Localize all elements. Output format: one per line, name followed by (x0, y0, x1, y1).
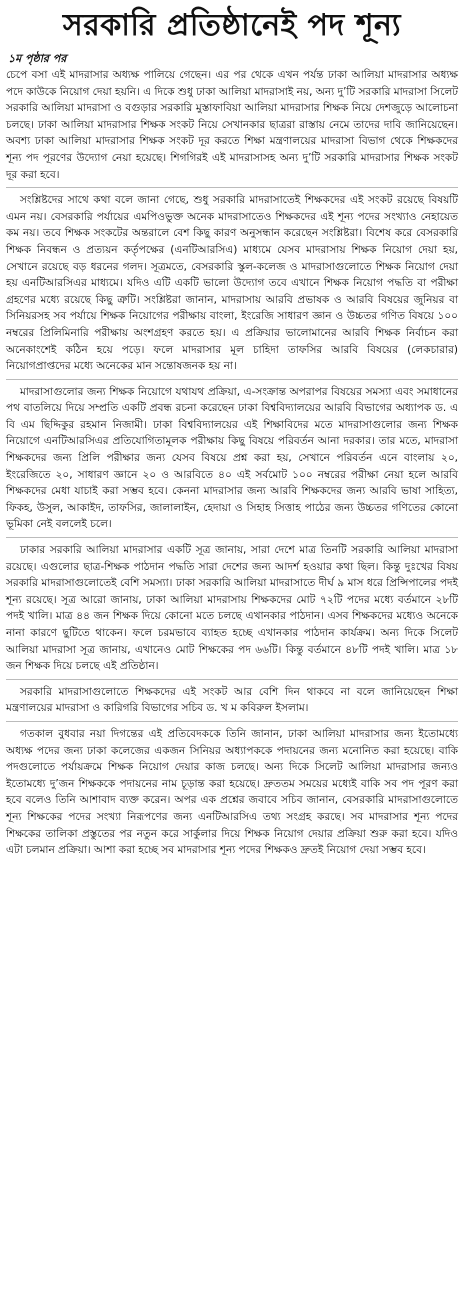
paragraph-1: চেপে বসা এই মাদরাসার অধ্যক্ষ পালিয়ে গেছেন। এর পর থেকে এখন পর্যন্ত ঢাকা আলিয়া মাদরাসার অধ্যক্ষ পদে কাউকে নিয়োগ দেয়া হয়নি। এ দিকে শুধু ঢাকা আলিয়া মাদরাসাই নয়, অন্য দু’টি সরকারি মাদরাসা সিলেট সরকারি আলিয়া মাদরাসা ও বগুড়ার সরকারি মুস্তাফাবিয়া আলিয়া মাদরাসার শিক্ষক নিয়ে দেশজুড়ে আলোচনা চলছে। ঢাকা আলিয়া মাদরাসার শিক্ষক সংকট নিয়ে সেখানকার ছাত্ররা রাস্তায় নেমে তাদের দাবি জানিয়েছেন। অবশ্য ঢাকা আলিয়া মাদরাসার শিক্ষক সংকট দূর করতে শিক্ষা মন্ত্রণালয়ের মাদরাসা বিভাগ থেকে শিক্ষকদের শূন্য পদ পূরণের উদ্যোগ নেয়া হয়েছে। শিগগিরই এই মাদরাসাসহ অন্য দু’টি সরকারি মাদরাসার শিক্ষক সংকট দূর করা হবে। (6, 69, 458, 181)
divider (6, 679, 458, 680)
divider (6, 187, 458, 188)
headline: সরকারি প্রতিষ্ঠানেই পদ শূন্য (62, 8, 402, 43)
paragraph-5: সরকারি মাদরাসাগুলোতে শিক্ষকদের এই সংকট আর বেশি দিন থাকবে না বলে জানিয়েছেন শিক্ষা মন্ত্রণালয়ের মাদরাসা ও কারিগরি বিভাগের সচিব ড. খ ম কবিরুল ইসলাম। (6, 685, 458, 715)
article-body (6, 67, 458, 859)
paragraph-2: সংশ্লিষ্টদের সাথে কথা বলে জানা গেছে, শুধু সরকারি মাদরাসাতেই শিক্ষকদের এই সংকট রয়েছে বিষয়টি এমন নয়। বেসরকারি পর্যায়ের এমপিওভুক্ত অনেক মাদরাসাতেও শিক্ষকদের এই শূন্য পদের সংখ্যাও নেহায়েত কম নয়। তবে শিক্ষক সংকটের অন্তরালে বেশ কিছু কারণ অনুসন্ধান করেছেন সংশ্লিষ্টরা। বিশেষ করে বেসরকারি শিক্ষক নিবন্ধন ও প্রত্যয়ন কর্তৃপক্ষের (এনটিআরসিএ) মাধ্যমে যেসব মাদরাসায় শিক্ষক নিয়োগ দেয়া হয়, সেখানে রয়েছে বড় ধরনের গলদ। সূত্রমতে, বেসরকারি স্কুল-কলেজ ও মাদরাসাগুলোতে শিক্ষক নিয়োগ দেয়া হয় এনটিআরসিএর মাধ্যমে। যদিও এটি একটি ভালো উদ্যোগ তবে এখানে শিক্ষক নিয়োগ পদ্ধতি বা পরীক্ষা গ্রহণের মধ্যে রয়েছে কিছু ত্রুটি। সংশ্লিষ্টরা জানান, মাদরাসায় আরবি প্রভাষক ও আরবি বিষয়ের জুনিয়র বা সিনিয়রসহ সব পর্যায়ে শিক্ষক নিয়োগের পরীক্ষায় বাংলা, ইংরেজি সাধারণ জ্ঞান ও উচ্চতর গণিত বিষয়ে ১০০ নম্বরের প্রিলিমিনারি পরীক্ষায় অংশগ্রহণ করতে হয়। এ প্রক্রিয়ার ভালোমানের আরবি শিক্ষক নির্বাচন করা অনেকাংশেই কঠিন হয়ে পড়ে। ফলে মাদরাসার মূল চাহিদা তাফসির আরবি বিষয়ের (লেকচারার) নিয়োগপ্রাপ্তদের মধ্যে অনেকের মান সন্তোষজনক হয় না। (6, 194, 458, 373)
continued-from-label: ১ম পৃষ্ঠার পর (8, 52, 67, 65)
paragraph-6: গতকাল বুধবার নয়া দিগন্তের এই প্রতিবেদককে তিনি জানান, ঢাকা আলিয়া মাদরাসার জন্য ইতোমধ্যে অধ্যক্ষ পদের জন্য ঢাকা কলেজের একজন সিনিয়র অধ্যাপককে পদায়নের জন্য মনোনিত করা হয়েছে। বাকি পদগুলোতে পর্যায়ক্রমে শিক্ষক নিয়োগ দেয়ার কাজ চলছে। অন্য দিকে সিলেট আলিয়া মাদরাসার জন্যও ইতোমধ্যে দু’জন শিক্ষককে পদায়নের নাম চূড়ান্ত করা হয়েছে। দ্রুততম সময়ের মধ্যেই বাকি সব পদ পূরণ করা হবে বলেও তিনি আশাবাদ ব্যক্ত করেন। অপর এক প্রশ্নের জবাবে সচিব জানান, বেসরকারি মাদরাসাগুলোতে শূন্য শিক্ষকের পদের সংখ্যা নিরূপণের জন্য এনটিআরসিএ তথ্য সংগ্রহ করছে। সব মাদরাসার শূন্য পদের শিক্ষকের তালিকা প্রস্তুতের পর নতুন করে সার্কুলার দিয়ে শিক্ষক নিয়োগ দেয়ার প্রক্রিয়া শুরু করা হবে। যদিও এটা চলমান প্রক্রিয়া। আশা করা হচ্ছে সব মাদরাসার শূন্য পদের শিক্ষকও দ্রুতই নিয়োগ দেয়া সম্ভব হবে। (6, 727, 458, 857)
paragraph-4: ঢাকার সরকারি আলিয়া মাদরাসার একটি সূত্র জানায়, সারা দেশে মাত্র তিনটি সরকারি আলিয়া মাদরাসা রয়েছে। এগুলোর ছাত্র-শিক্ষক পাঠদান পদ্ধতি সারা দেশের জন্য আদর্শ হওয়ার কথা ছিল। কিন্তু দুঃখের বিষয় সরকারি মাদরাসাগুলোতেই বেশি সমস্যা। ঢাকা সরকারি আলিয়া মাদরাসাতে দীর্ঘ ৯ মাস ধরে প্রিন্সিপালের পদই শূন্য রয়েছে। সূত্র আরো জানায়, ঢাকা আলিয়া মাদরাসায় শিক্ষকদের মোট ৭২টি পদের মধ্যে বর্তমানে ২৮টি পদই খালি। মাত্র ৪৪ জন শিক্ষক দিয়ে কোনো মতে চলছে এখানকার পাঠদান। এসব শিক্ষকদের মধ্যেও অনেকে নানা কারণে ছুটিতে থাকেন। ফলে চরমভাবে ব্যাহত হচ্ছে এখানকার পাঠদান কার্যক্রম। অন্য দিকে সিলেট আলিয়া মাদরাসা সূত্র জানায়, এখানেও মোট শিক্ষকের পদ ৬৬টি। কিন্তু বর্তমানে ৪৮টি পদই খালি। মাত্র ১৮ জন শিক্ষক দিয়ে চলছে এই প্রতিষ্ঠান। (6, 544, 458, 673)
divider (6, 379, 458, 380)
paragraph-3: মাদরাসাগুলোর জন্য শিক্ষক নিয়োগে যথাযথ প্রক্রিয়া, এ-সংক্রান্ত অপরাপর বিষয়ের সমস্যা এবং সমাধানের পথ বাতলিয়ে দিয়ে সম্প্রতি একটি প্রবন্ধ রচনা করেছেন ঢাকা বিশ্ববিদ্যালয়ের আরবি বিভাগের অধ্যাপক ড. এ বি এম ছিদ্দিকুর রহমান নিজামী। ঢাকা বিশ্ববিদ্যালয়ের এই শিক্ষাবিদের মতে মাদরাসাগুলোর জন্য শিক্ষক নিয়োগে এনটিআরসিএর প্রতিযোগিতামূলক পরীক্ষায় কিছু বিষয়ে পরিবর্তন আনা দরকার। তার মতে, মাদরাসা শিক্ষকদের জন্য প্রিলি পরীক্ষার জন্য যেসব বিষয়ে প্রশ্ন করা হয়, সেখানে পরিবর্তন এনে বাংলায় ২০, ইংরেজিতে ২০, সাধারণ জ্ঞানে ২০ ও আরবিতে ৪০ এই সর্বমোট ১০০ নম্বরের পরীক্ষা নেয়া হলে আরবি শিক্ষকদের মেধা যাচাই করা সম্ভব হবে। কেননা মাদরাসার জন্য আরবি শিক্ষকদের জন্য আরবি ভাষা সাহিত্য, ফিকহ, উসুল, আকাইদ, তাফসির, জালালাইন, হেদায়া ও সিহাহ সিত্তাহ পাঠের জন্য উচ্চতর গণিতের কোনো ভূমিকা নেই বললেই চলে। (6, 385, 458, 531)
divider (6, 721, 458, 722)
divider (6, 537, 458, 538)
